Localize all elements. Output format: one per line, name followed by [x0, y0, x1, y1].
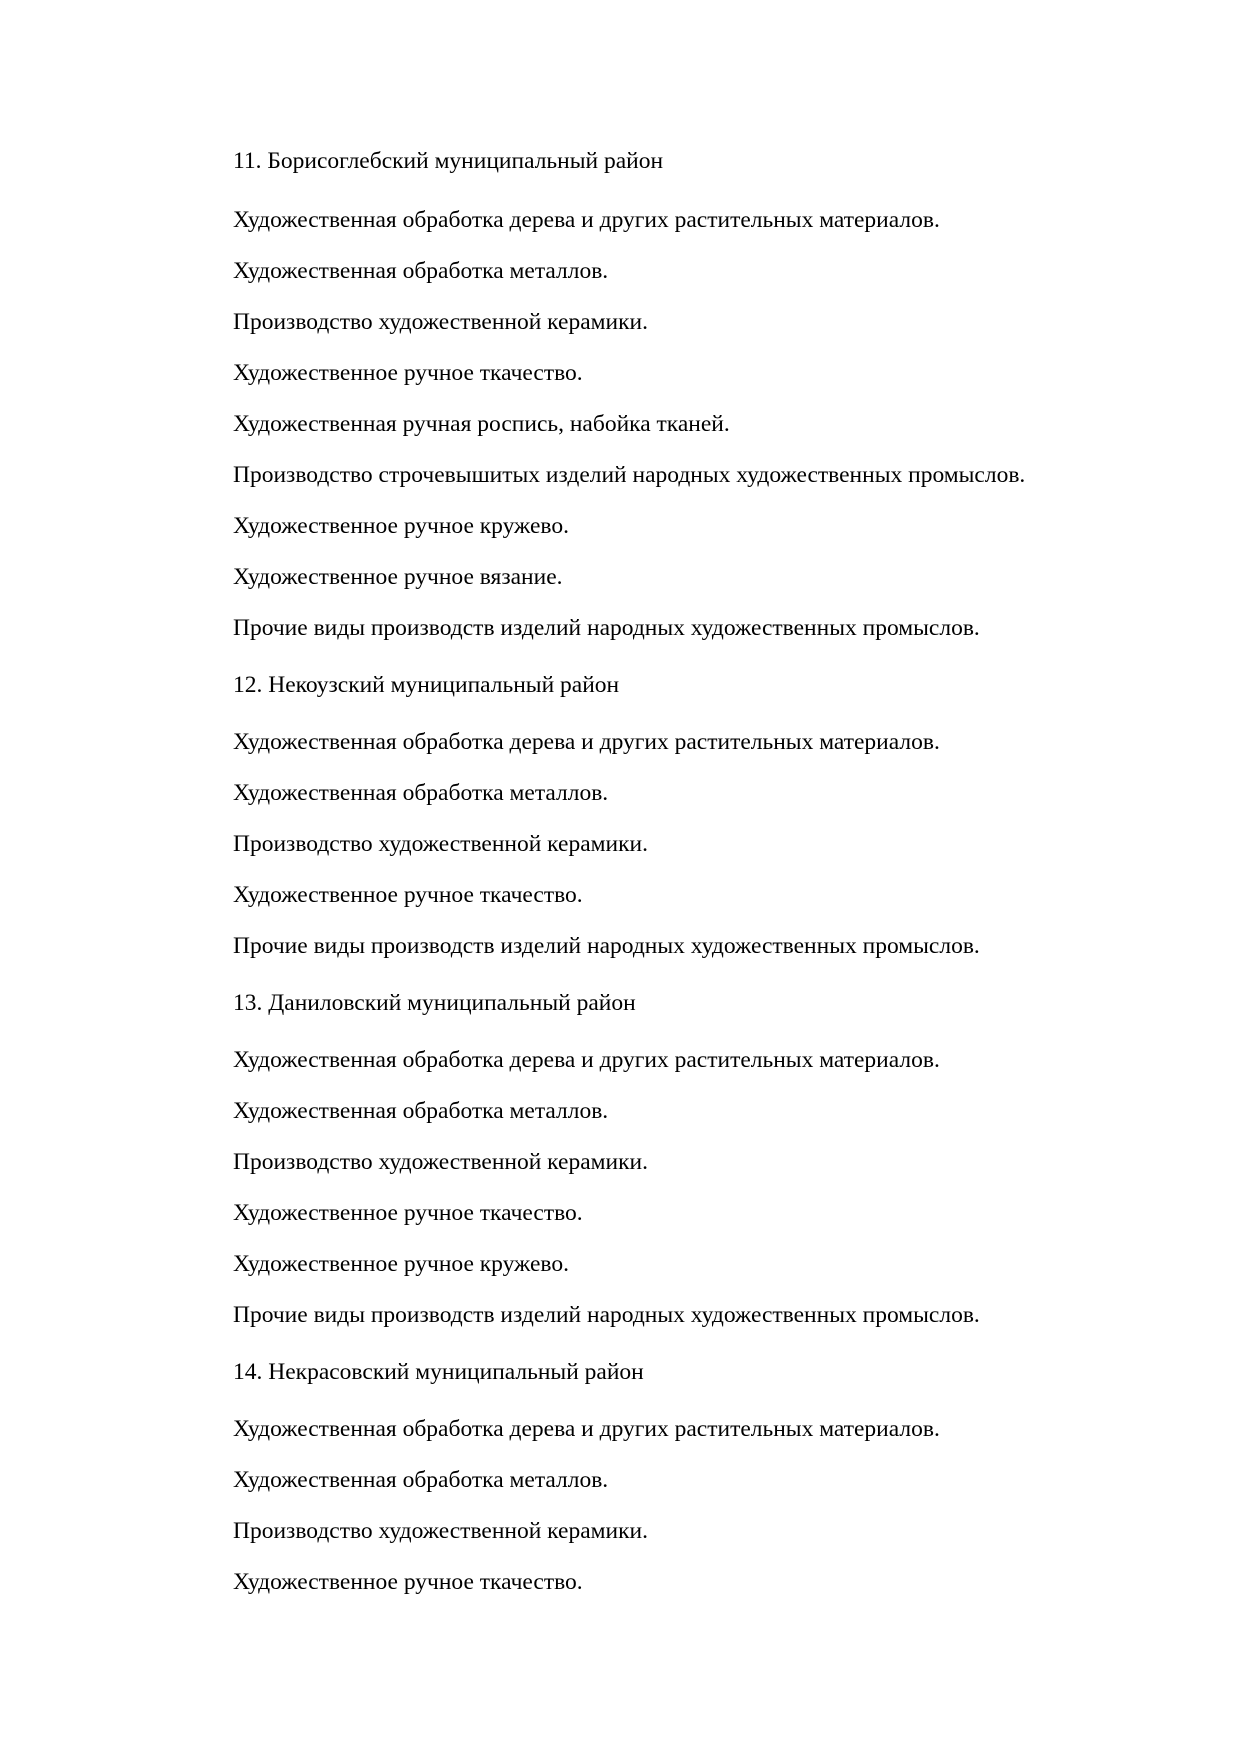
list-item: Художественная обработка дерева и других растительных материалов. [233, 1047, 940, 1073]
list-item: Производство художественной керамики. [233, 1149, 648, 1175]
list-item: Художественная обработка металлов. [233, 1098, 609, 1124]
section-heading-borisoglebsky: 11. Борисоглебский муниципальный район [233, 148, 664, 174]
list-item: Художественная обработка металлов. [233, 1467, 609, 1493]
list-item: Производство художественной керамики. [233, 1518, 648, 1544]
list-item: Художественное ручное кружево. [233, 1251, 569, 1277]
list-item: Производство художественной керамики. [233, 831, 648, 857]
list-item: Художественная обработка металлов. [233, 780, 609, 806]
list-item: Художественное ручное ткачество. [233, 882, 583, 908]
section-heading-nekrasovsky: 14. Некрасовский муниципальный район [233, 1359, 644, 1385]
list-item: Прочие виды производств изделий народных художественных промыслов. [233, 615, 980, 641]
list-item: Художественное ручное вязание. [233, 564, 563, 590]
list-item: Художественная обработка дерева и других растительных материалов. [233, 207, 940, 233]
section-heading-danilovsky: 13. Даниловский муниципальный район [233, 990, 636, 1016]
list-item: Художественное ручное ткачество. [233, 1200, 583, 1226]
list-item: Прочие виды производств изделий народных художественных промыслов. [233, 1302, 980, 1328]
list-item: Художественная обработка металлов. [233, 258, 609, 284]
list-item: Производство художественной керамики. [233, 309, 648, 335]
list-item: Прочие виды производств изделий народных художественных промыслов. [233, 933, 980, 959]
section-heading-nekouzsky: 12. Некоузский муниципальный район [233, 672, 620, 698]
list-item: Художественная обработка дерева и других растительных материалов. [233, 1416, 940, 1442]
list-item: Художественная ручная роспись, набойка тканей. [233, 411, 730, 437]
list-item: Художественная обработка дерева и других растительных материалов. [233, 729, 940, 755]
list-item: Художественное ручное ткачество. [233, 360, 583, 386]
list-item: Производство строчевышитых изделий народных художественных промыслов. [233, 462, 1026, 488]
list-item: Художественное ручное кружево. [233, 513, 569, 539]
list-item: Художественное ручное ткачество. [233, 1569, 583, 1595]
